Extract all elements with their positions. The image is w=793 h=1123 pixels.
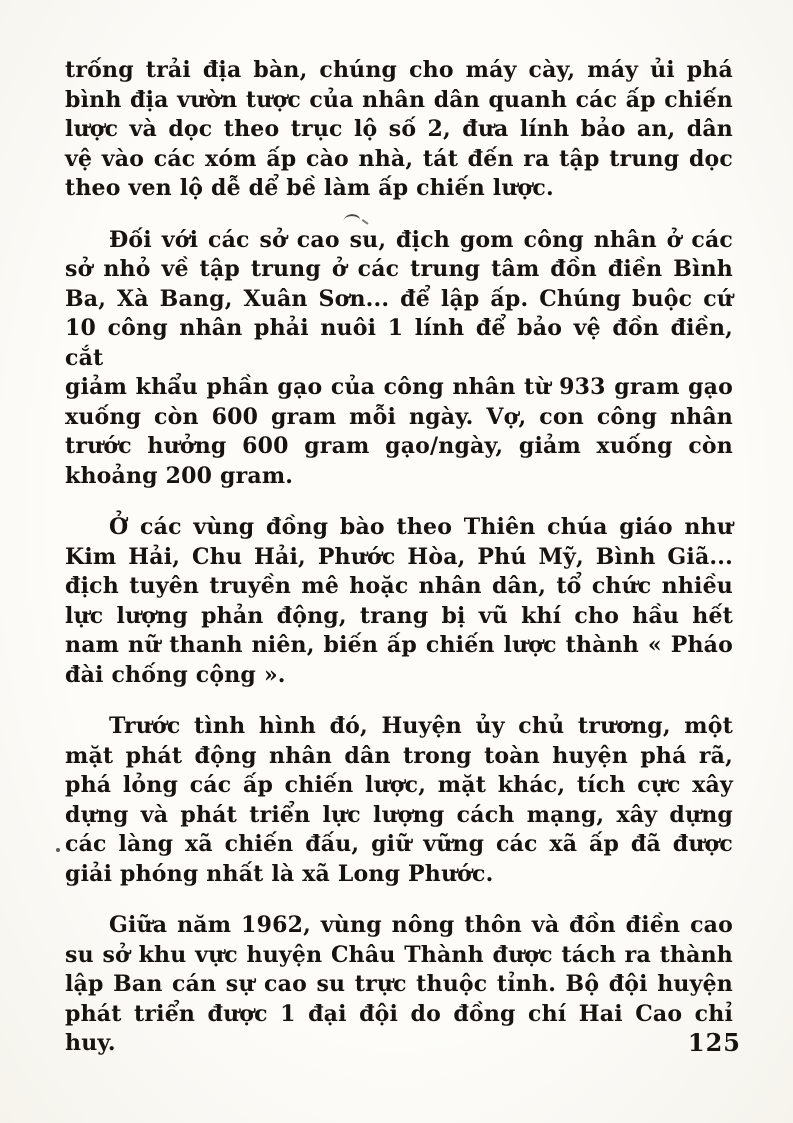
- text-line: địch tuyên truyền mê hoặc nhân dân, tổ chức nhiều: [65, 573, 733, 599]
- text-line: xuống còn 600 gram mỗi ngày. Vợ, con công nhân: [65, 403, 733, 430]
- text-line: Giữa năm 1962, vùng nông thôn và đồn điền cao: [109, 912, 733, 938]
- text-line: Kim Hải, Chu Hải, Phước Hòa, Phú Mỹ, Bình Giã...: [65, 543, 733, 570]
- text-line: Đối với các sở cao su, địch gom công nhân ở các: [109, 226, 733, 253]
- text-line: theo ven lộ dễ dể bề làm ấp chiến lược.: [65, 175, 554, 201]
- text-line: trống trải địa bàn, chúng cho máy cày, máy ủi phá: [65, 57, 733, 83]
- text-line: vệ vào các xóm ấp cào nhà, tát đến ra tập trung dọc: [65, 145, 733, 172]
- paragraph: [65, 911, 733, 1059]
- paragraph: [65, 513, 733, 690]
- text-line: trước hưởng 600 gram gạo/ngày, giảm xuống còn: [65, 433, 733, 459]
- text-line: khoảng 200 gram.: [65, 462, 294, 489]
- text-line: lập Ban cán sự cao su trực thuộc tỉnh. Bộ đội huyện: [65, 971, 733, 997]
- text-line: 10 công nhân phải nuôi 1 lính để bảo vệ đồn điền, cắt: [65, 315, 733, 371]
- text-line: nam nữ thanh niên, biến ấp chiến lược thành « Pháo: [65, 632, 733, 658]
- text-line: phát triển được 1 đại đội do đồng chí Hai Cao chỉ huy.: [65, 1000, 733, 1056]
- page-text: [65, 56, 733, 1081]
- text-line: dựng và phát triển lực lượng cách mạng, xây dựng: [65, 801, 733, 828]
- text-line: mặt phát động nhân dân trong toàn huyện phá rã,: [65, 742, 733, 769]
- scan-artifact-dot: [56, 848, 60, 852]
- text-line: giảm khẩu phần gạo của công nhân từ 933 gram gạo: [65, 374, 733, 400]
- text-line: sở nhỏ về tập trung ở các trung tâm đồn điền Bình: [65, 256, 733, 282]
- text-line: Ở các vùng đồng bào theo Thiên chúa giáo như: [109, 514, 733, 540]
- page-number: 125: [687, 1028, 741, 1057]
- text-line: Ba, Xà Bang, Xuân Sơn... để lập ấp. Chúng buộc cứ: [65, 285, 733, 312]
- paragraph: [65, 56, 733, 204]
- text-line: lược và dọc theo trục lộ số 2, đưa lính bảo an, dân: [65, 116, 733, 142]
- text-line: Trước tình hình đó, Huyện ủy chủ trương, một: [109, 713, 733, 739]
- text-line: lực lượng phản động, trang bị vũ khí cho hầu hết: [65, 602, 733, 629]
- text-line: giải phóng nhất là xã Long Phước.: [65, 860, 494, 887]
- text-line: đài chống cộng ».: [65, 661, 286, 688]
- paragraph: [65, 226, 733, 492]
- text-line: phá lỏng các ấp chiến lược, mặt khác, tích cực xây: [65, 772, 733, 798]
- text-line: các làng xã chiến đấu, giữ vững các xã ấp đã được: [65, 831, 733, 857]
- text-line: bình địa vườn tược của nhân dân quanh các ấp chiến: [65, 86, 733, 113]
- paragraph: [65, 712, 733, 889]
- text-line: su sở khu vực huyện Châu Thành được tách ra thành: [65, 941, 733, 968]
